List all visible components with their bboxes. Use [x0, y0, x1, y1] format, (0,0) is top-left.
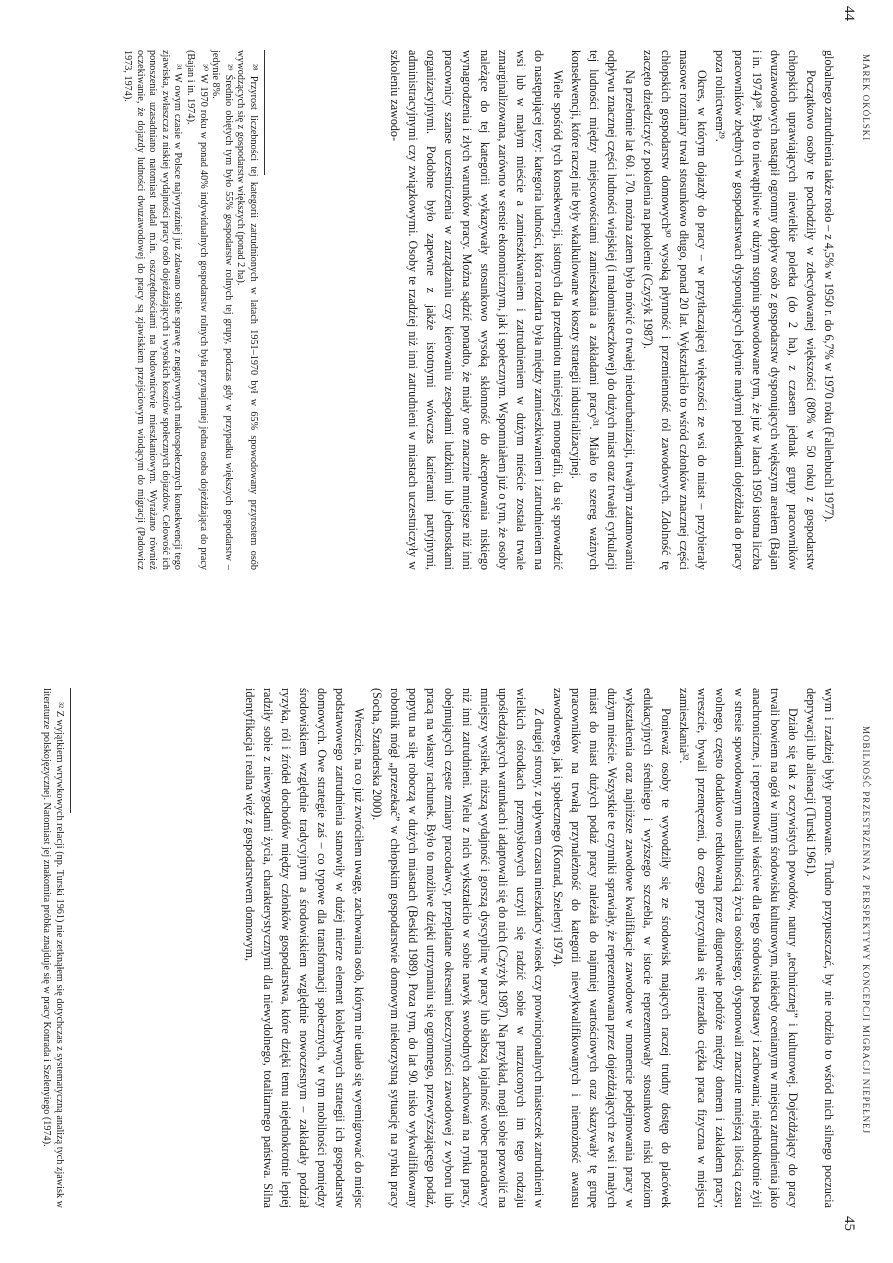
- footnote: ³⁰ W 1970 roku w ponad 40% indywidualnych gospodarstw rolnych była przynajmniej jedna osoba dojeżdżająca do pracy (Bajan i in. 1974).: [185, 50, 209, 570]
- paragraph: Okres, w którym dojazdy do pracy – w przytłaczającej większości ze wsi do miast – przybierały masowe rozmiary trwał stosunkowo długo, ponad 20 lat. Wykształciło to wśród członków znacznej części chłopskich gospodarstw domowych³⁰ wysoką płynność i przemienność ról zawodowych. Zdolność tę zaczęto dziedziczyć z pokolenia na pokolenie (Czyżyk 1987).: [641, 50, 710, 570]
- right-page: [0, 688, 893, 1231]
- left-page: [0, 6, 893, 570]
- paragraph: wym i rzadziej były promowane. Trudno przypuszczać, by nie rodziło to wśród nich silnego poczucia deprywacji lub alienacji (Turski 1961).: [803, 688, 836, 1208]
- paragraph: Wiele spośród tych konsekwencji, istotnych dla przedmiotu niniejszej monografii, da się sprowadzić do następującej tezy: kategoria ludności, która rozdarta była między zamieszkiwaniem i zatrudnieniem na wsi lub w małym mieście a zamieszkiwaniem i zatrudnieniem w dużym mieście została trwale zmarginalizowana, zarówno w sensie ekonomicznym, jak i społecznym. Wspomniałem już o tym, że osoby należące do tej kategorii wykazywały stosunkowo wysoką skłonność do akceptowania niskiego wynagrodzenia i złych warunków pracy. Można sądzić ponadto, że miały one znacznie mniejsze niż inni pracownicy szanse uczestniczenia w zarządzaniu czy kierowaniu zespołami ludzkimi lub jednostkami organizacyjnymi. Podobne było zapewne z jakże istotnymi wówczas karierami partyjnymi, administracyjnymi czy związkowymi. Osoby te rzadziej niż inni zatrudnieni w miastach uczestniczyły w szkoleniu zawodo-: [387, 50, 565, 570]
- paragraph: Z drugiej strony, z upływem czasu mieszkańcy wiosek czy prowincjonalnych miasteczek zatrudnieni w wielkich ośrodkach przemysłowych uczyli się radzić sobie w narzuconych im tego rodzaju upośledzających warunkach i adaptowali się do nich (Czyżyk 1987). Na przykład, mogli sobie pozwolić na mniejszy wysiłek, niższą wydajność i gorszą dyscyplinę w pracy lub słabszą lojalność wobec pracodawcy niż inni zatrudnieni. Wielu z nich wykształciło w sobie nawyk swobodnych zachowań na rynku pracy, obejmujących częste zmiany pracodawcy, przeplatane okresami bezczynności zawodowej z wyboru lub pracą na własny rachunek. Było to możliwe dzięki utrzymaniu się ogromnego, przewyższającego podaż, popytu na siłę roboczą w dużych miastach (Beskid 1989). Poza tym, do lat 90. nisko wykwalifikowany robotnik mógł „przezekać” w chłopskim gospodarstwie domowym niekorzystną sytuację na rynku pracy (Socha, Sztanderska 2000).: [369, 688, 547, 1208]
- footnote: ²⁸ Przyrost liczebności tej kategorii zatrudnionych w latach 1951–1970 był w 65% spowodowany przyrostem osób wywodzących się z gospodarstw większych (ponad 2 ha).: [235, 50, 259, 570]
- footnote-divider: [70, 688, 71, 813]
- running-head-chapter: MOBILNOŚĆ PRZESTRZENNA Z PERSPEKTYWY KONCEPCJI MIGRACJI NIEPEŁNEJ: [861, 726, 871, 1135]
- paragraph: Wreszcie, na co już zwróciłem uwagę, zachowania osób, którym nie udało się wyemigrować do miejsc podstawowego zatrudnienia stanowiły w dużej mierze element kolektywnych strategii ich gospodarstw domowych. Owe strategie zaś – co typowe dla transformacji społecznych, w tym mobilności pomiędzy środowiskiem względnie tradycyjnym a środowiskiem względnie nowoczesnym – zakładały podział ryzyka, ról i źródeł dochodów między członków gospodarstwa, które dzięki temu niejednokrotnie lepiej radziły sobie z niewygodami życia, charakterystycznymi dla niewydolnego, totalitarnego państwa. Silna identyfikacja i realna więź z gospodarstwem domowym,: [243, 688, 366, 1208]
- paragraph: Ponieważ osoby te wywodziły się ze środowisk mających raczej trudny dostęp do placówek edukacyjnych średniego i wyższego szczebla, w istocie reprezentowały stosunkowo niski poziom wykształcenia oraz najniższe zawodowe kwalifikacje zawodowe w momencie podejmowania pracy w dużym mieście. Wszystkie te czynniki sprawiały, że reprezentowana przez dojeżdżających ze wsi i małych miast do miast dużych podaż pracy należała do najmniej wartościowych oraz skazywały tę grupę pracowników na trwałą przynależność do kategorii niewykwalifikowanych i niemożność awansu zawodowego, jak i społecznego (Konrad, Szelenyi 1974).: [550, 688, 674, 1208]
- left-footnotes: [120, 50, 259, 570]
- running-head-author: MAREK OKÓLSKI: [861, 54, 871, 142]
- right-footnotes: [40, 688, 65, 1208]
- page-number-left: 44: [841, 6, 857, 21]
- page-number-right: 45: [841, 1216, 857, 1231]
- paragraph: Działo się tak z oczywistych powodów, natury „technicznej” i kulturowej. Dojeżdżający do pracy trwali bowiem na ogół w innym środowisku kulturowym, niekiedy ocenianym w miejscu zatrudnienia jako anachroniczne, i reprezentowali właściwe dla tego środowiska postawy i zachowania; niejednokrotnie żyli w stresie spowodowanym niestabilnością życia osobistego; dysponowali znacznie mniejszą ilością czasu wolnego, często dodatkowo redukowaną przez długotrwałe podróże między domem i zakładem pracy; wreszcie, bywali przemęczeni, do czego przyczyniała się nierzadko ciężka praca fizyczna w miejscu zamieszkania³².: [677, 688, 800, 1208]
- paragraph: globalnego zatrudnienia także rosło – z 4,5% w 1950 r. do 6,7% w 1970 roku (Fallenbuchl 1977).: [822, 50, 836, 523]
- footnote: ³² Z wyjątkiem wrywkowych relacji (np. Turski 1961) nie zetknąłem się dotychczas z systematyczną analizą tych zjawisk w literaturze polskojęzycznej. Natomiast jej znakomita próbka znajduje się w pracy Konrada i Szelenyiego (1974).: [41, 688, 65, 1208]
- footnote-divider: [264, 50, 265, 175]
- paragraph: Na przełomie lat 60. i 70. można zatem było mówić o trwałej niedourbanizacji, trwałym zatamowaniu odpływu znacznej części ludności wiejskiej (i małomiasteczkowej) do dużych miast oraz trwałej cyrkulacji tej ludności między miejscowościami zamieszkania a zakładami pracy³¹. Miało to szereg ważnych konsekwencji, które raczej nie były wkalkulowane w koszty strategii industrializacyjnej.: [568, 50, 637, 570]
- left-body-text: [386, 50, 838, 570]
- paragraph: Początkowo osoby te pochodziły w zdecydowanej większości (80% w 50 roku) z gospodarstw chłopskich uprawiających niewielkie poletka (do 2 ha), z czasem jednak grupy pracowników dwuzawodowych nastąpił ogromny dopływ osób z gospodarstw dysponujących większym areałem (Bajan i in. 1974)²⁸. Było to niewątpliwie w dużym stopniu spowodowane tym, że już w latach 1950 istotna liczba pracowników zbędnych w gospodarstwach dysponujących jedynie małymi poletkami dojeżdżała do pracy poza rolnictwem²⁹.: [713, 50, 818, 570]
- footnote: ²⁹ Średnio obiętych tym było 55% gospodarstw rolnych tej grupy, podczas gdy w przypadku większych gospodarstw – jedynie 8%.: [210, 50, 234, 570]
- footnote: ³¹ W owym czasie w Polsce najwyraźniej już zdawano sobie sprawę z negatywnych makrospołecznych konsekwencji tego zjawiska, zwłaszcza z niskiej wydajności pracy osób dojeżdżających i wysokich kosztów społecznych dojazdów. Celowość ich ponoszenia uzasadniano natomiast nadal m.in. oszczędnościami na budownictwie mieszkaniowym. Wyrażano również oczekiwanie, że dojazdy ludności dwuzawodowej do pracy są zjawiskiem przejściowym wiodącym do migracji (Padowicz 1973, 1974).: [122, 50, 184, 570]
- right-body-text: [241, 688, 838, 1208]
